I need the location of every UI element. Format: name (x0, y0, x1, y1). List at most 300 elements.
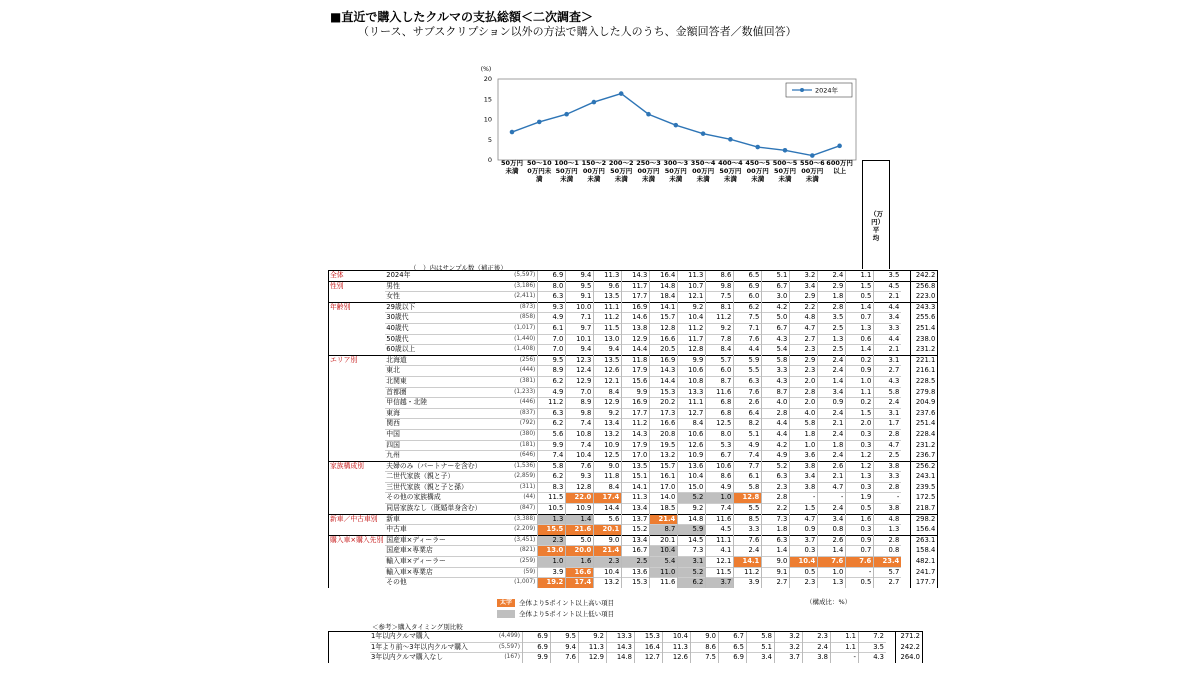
value-cell: 14.4 (650, 376, 678, 387)
value-cell: 11.7 (622, 281, 650, 292)
spacer (901, 440, 911, 451)
value-cell: 15.5 (538, 525, 566, 536)
value-cell: 6.7 (762, 323, 790, 334)
category-header-label: 450～500万円未満 (745, 159, 770, 183)
table-row (329, 482, 938, 493)
orange-swatch-icon: 太字 (497, 599, 515, 607)
value-cell: 2.4 (818, 451, 846, 462)
row-label: 四国 (385, 440, 493, 451)
row-label: 1年より前～3年以内クルマ購入 (370, 642, 478, 653)
category-header-label: 300～350万円未満 (663, 159, 689, 183)
value-cell: 11.0 (650, 567, 678, 578)
value-cell: 13.2 (650, 451, 678, 462)
value-cell: 8.7 (762, 387, 790, 398)
sample-size: (446) (493, 398, 538, 409)
value-cell: 9.9 (678, 355, 706, 366)
row-label: 中古車 (385, 525, 493, 536)
value-cell: 8.4 (594, 482, 622, 493)
value-cell: 7.6 (846, 557, 874, 568)
group-label (329, 408, 386, 419)
table-row (329, 546, 938, 557)
data-table (328, 270, 938, 588)
value-cell: 3.3 (874, 472, 902, 483)
value-cell: 1.1 (846, 387, 874, 398)
spacer (901, 535, 911, 546)
value-cell: 12.4 (566, 366, 594, 377)
value-cell: 2.8 (874, 535, 902, 546)
row-label: 二世代家族（親と子） (385, 472, 493, 483)
value-cell: 1.3 (846, 323, 874, 334)
average-cell: 256.2 (911, 461, 938, 472)
spacer (901, 376, 911, 387)
spacer (901, 419, 911, 430)
spacer (901, 281, 911, 292)
sample-size: (821) (493, 546, 538, 557)
group-label: 性別 (329, 281, 386, 292)
value-cell: 4.7 (790, 514, 818, 525)
value-cell: 12.8 (734, 493, 762, 504)
spacer (901, 313, 911, 324)
value-cell: 2.6 (818, 535, 846, 546)
value-cell: 2.8 (818, 302, 846, 313)
value-cell: 11.7 (678, 334, 706, 345)
value-cell: 14.8 (650, 281, 678, 292)
value-cell: 2.4 (818, 504, 846, 515)
value-cell: 6.2 (538, 472, 566, 483)
value-cell: 6.7 (762, 281, 790, 292)
value-cell: 9.1 (762, 567, 790, 578)
category-header-label: 50～100万円未満 (527, 159, 552, 183)
value-cell: 4.3 (762, 376, 790, 387)
value-cell: 3.5 (859, 642, 887, 653)
value-cell: 7.0 (566, 387, 594, 398)
value-cell: 17.4 (594, 493, 622, 504)
spacer (886, 642, 896, 653)
legend-marker (800, 88, 804, 92)
value-cell: - (831, 653, 859, 663)
value-cell: 11.2 (706, 313, 734, 324)
average-header (862, 160, 890, 269)
value-cell: 1.1 (846, 271, 874, 282)
value-cell: 5.6 (594, 514, 622, 525)
value-cell: 15.6 (622, 376, 650, 387)
value-cell: 1.4 (762, 546, 790, 557)
value-cell: 8.5 (734, 514, 762, 525)
value-cell: 7.6 (734, 334, 762, 345)
value-cell: 2.9 (790, 292, 818, 303)
value-cell: 2.3 (790, 345, 818, 356)
sample-size: (167) (478, 653, 523, 663)
average-cell: 237.6 (911, 408, 938, 419)
value-cell: 15.3 (622, 578, 650, 588)
group-label (329, 387, 386, 398)
value-cell: 20.0 (566, 546, 594, 557)
average-cell: 238.0 (911, 334, 938, 345)
value-cell: 2.0 (790, 398, 818, 409)
value-cell: 6.5 (734, 271, 762, 282)
value-cell: 7.6 (566, 461, 594, 472)
value-cell: 10.4 (678, 472, 706, 483)
value-cell: 3.8 (874, 461, 902, 472)
spacer (901, 546, 911, 557)
sample-size: (1,017) (493, 323, 538, 334)
category-header-label: 200～250万円未満 (608, 159, 634, 183)
value-cell: 10.8 (678, 376, 706, 387)
value-cell: 10.8 (566, 429, 594, 440)
sample-size: (2,411) (493, 292, 538, 303)
value-cell: 4.9 (762, 451, 790, 462)
table-row (329, 653, 923, 663)
value-cell: 7.7 (734, 461, 762, 472)
value-cell: 1.0 (790, 440, 818, 451)
value-cell: 7.5 (734, 313, 762, 324)
group-label (329, 451, 386, 462)
value-cell: 3.4 (818, 514, 846, 525)
row-label: 40歳代 (385, 323, 493, 334)
value-cell: 3.3 (762, 366, 790, 377)
value-cell: 4.0 (762, 398, 790, 409)
value-cell: 10.1 (566, 334, 594, 345)
value-cell: 4.2 (762, 302, 790, 313)
category-header-label: 400～450万円未満 (718, 159, 743, 183)
value-cell: 16.4 (635, 642, 663, 653)
value-cell: 7.5 (706, 292, 734, 303)
row-label: 夫婦のみ（パートナーを含む） (385, 461, 493, 472)
value-cell: 1.5 (846, 408, 874, 419)
value-cell: 2.7 (874, 366, 902, 377)
row-label: 北海道 (385, 355, 493, 366)
value-cell: 14.3 (607, 642, 635, 653)
table-row (329, 281, 938, 292)
value-cell: 6.1 (734, 472, 762, 483)
table-row (329, 567, 938, 578)
group-label: 家族構成別 (329, 461, 386, 472)
row-label: 同居家族なし（既婚単身含む） (385, 504, 493, 515)
value-cell: 17.0 (622, 451, 650, 462)
group-label (329, 334, 386, 345)
y-tick-label: 0 (487, 156, 492, 164)
value-cell: 4.4 (762, 429, 790, 440)
value-cell: 4.3 (859, 653, 887, 663)
value-cell: 8.4 (706, 345, 734, 356)
category-header-label: 600万円以上 (826, 159, 853, 175)
value-cell: 3.2 (775, 642, 803, 653)
spacer (901, 482, 911, 493)
category-header-label: 100～150万円未満 (554, 159, 579, 183)
value-cell: 2.4 (818, 355, 846, 366)
value-cell: 1.3 (818, 334, 846, 345)
value-cell: 11.3 (594, 271, 622, 282)
group-label (329, 472, 386, 483)
data-point (810, 153, 815, 158)
spacer (886, 632, 896, 643)
group-label: 購入車×購入先別 (330, 536, 384, 545)
value-cell: 2.5 (622, 557, 650, 568)
value-cell: 7.3 (762, 514, 790, 525)
value-cell: 1.9 (846, 493, 874, 504)
value-cell: 5.7 (706, 355, 734, 366)
category-header-label: 250～300万円未満 (636, 159, 661, 183)
sample-size: (858) (493, 313, 538, 324)
y-tick-label: 20 (483, 75, 492, 83)
value-cell: 12.1 (678, 292, 706, 303)
average-cell: 172.5 (911, 493, 938, 504)
value-cell: 18.4 (650, 292, 678, 303)
sample-size: (1,233) (493, 387, 538, 398)
sample-size: (646) (493, 451, 538, 462)
group-label (329, 567, 386, 578)
value-cell: 0.9 (846, 535, 874, 546)
value-cell: 16.1 (650, 472, 678, 483)
value-cell: 19.2 (538, 578, 566, 588)
value-cell: 10.7 (678, 281, 706, 292)
spacer (901, 578, 911, 588)
category-header-label: 350～400万円未満 (690, 159, 716, 183)
value-cell: 7.6 (551, 653, 579, 663)
value-cell: 9.4 (566, 345, 594, 356)
sample-size: (847) (493, 504, 538, 515)
value-cell: 13.5 (622, 461, 650, 472)
value-cell: 6.9 (719, 653, 747, 663)
value-cell: 11.3 (663, 642, 691, 653)
value-cell: 2.3 (538, 535, 566, 546)
value-cell: 6.2 (538, 376, 566, 387)
spacer (901, 292, 911, 303)
value-cell: 13.2 (594, 429, 622, 440)
value-cell: 12.9 (622, 334, 650, 345)
line-chart (300, 58, 860, 166)
value-cell: 14.0 (650, 493, 678, 504)
average-cell: 251.4 (911, 323, 938, 334)
value-cell: 1.4 (818, 376, 846, 387)
spacer (901, 302, 911, 313)
value-cell: 14.4 (594, 504, 622, 515)
value-cell: 3.1 (874, 355, 902, 366)
value-cell: 2.7 (762, 578, 790, 588)
value-cell: 4.0 (790, 408, 818, 419)
value-cell: 7.6 (734, 535, 762, 546)
value-cell: 6.3 (734, 376, 762, 387)
value-cell: 0.6 (846, 334, 874, 345)
average-cell: 243.1 (911, 472, 938, 483)
value-cell: 2.9 (790, 355, 818, 366)
value-cell: 15.2 (622, 525, 650, 536)
table-row (329, 493, 938, 504)
group-label (329, 398, 386, 409)
value-cell: 3.7 (706, 578, 734, 588)
value-cell: 11.3 (579, 642, 607, 653)
spacer (901, 387, 911, 398)
value-cell: 12.6 (663, 653, 691, 663)
value-cell: 4.3 (874, 376, 902, 387)
table-row (329, 355, 938, 366)
value-cell: 3.8 (803, 653, 831, 663)
value-cell: 13.0 (538, 546, 566, 557)
value-cell: 5.1 (734, 429, 762, 440)
row-label: その他の家族構成 (385, 493, 493, 504)
value-cell: 12.8 (566, 482, 594, 493)
value-cell: 14.1 (650, 302, 678, 313)
value-cell: 2.4 (874, 398, 902, 409)
value-cell: 2.4 (818, 408, 846, 419)
value-cell: 14.3 (622, 271, 650, 282)
row-label: 甲信越・北陸 (385, 398, 493, 409)
data-point (592, 100, 597, 105)
value-cell: 17.9 (622, 440, 650, 451)
value-cell: 9.8 (566, 408, 594, 419)
value-cell: 4.5 (874, 281, 902, 292)
value-cell: 0.9 (790, 525, 818, 536)
value-cell: 9.4 (594, 345, 622, 356)
value-cell: 10.6 (706, 461, 734, 472)
value-cell: 21.4 (594, 546, 622, 557)
value-cell: 7.2 (859, 632, 887, 643)
value-cell: 7.4 (566, 419, 594, 430)
value-cell: 7.4 (706, 504, 734, 515)
value-cell: 3.2 (775, 632, 803, 643)
value-cell: 17.3 (650, 408, 678, 419)
value-cell: 0.9 (846, 366, 874, 377)
value-cell: 3.9 (734, 578, 762, 588)
value-cell: 4.9 (706, 482, 734, 493)
value-cell: 16.9 (622, 302, 650, 313)
group-label (329, 482, 386, 493)
value-cell: 3.1 (678, 557, 706, 568)
category-header-label: 550～600万円未満 (800, 159, 825, 183)
table-row (329, 366, 938, 377)
table-row (329, 642, 923, 653)
value-cell: 4.9 (734, 440, 762, 451)
value-cell: 12.7 (635, 653, 663, 663)
row-label: 東北 (385, 366, 493, 377)
value-cell: 2.8 (762, 493, 790, 504)
value-cell: 9.9 (523, 653, 551, 663)
value-cell: 12.1 (706, 557, 734, 568)
value-cell: 7.3 (678, 546, 706, 557)
value-cell: 9.2 (579, 632, 607, 643)
value-cell: 19.5 (650, 440, 678, 451)
value-cell: 12.3 (566, 355, 594, 366)
value-cell: 2.3 (594, 557, 622, 568)
value-cell: 5.7 (874, 567, 902, 578)
value-cell: 21.6 (566, 525, 594, 536)
value-cell: 8.4 (678, 419, 706, 430)
sample-size: (2,859) (493, 472, 538, 483)
reference-title: ＜参考＞購入タイミング別比較 (372, 623, 463, 631)
table-row (329, 461, 938, 472)
value-cell: 4.4 (874, 334, 902, 345)
value-cell: 4.9 (538, 313, 566, 324)
key-high (497, 597, 614, 608)
value-cell: 10.4 (566, 451, 594, 462)
key-low-text: 全体より5ポイント以上低い項目 (519, 610, 615, 618)
value-cell: 3.3 (734, 525, 762, 536)
value-cell: 5.0 (566, 535, 594, 546)
value-cell: 7.6 (734, 387, 762, 398)
value-cell: 3.3 (874, 323, 902, 334)
group-label (329, 440, 386, 451)
value-cell: 17.4 (566, 578, 594, 588)
value-cell: 2.9 (818, 281, 846, 292)
value-cell: 16.9 (622, 398, 650, 409)
average-cell: 256.8 (911, 281, 938, 292)
value-cell: 13.8 (622, 323, 650, 334)
value-cell: 16.6 (566, 567, 594, 578)
value-cell: 1.5 (790, 504, 818, 515)
value-cell: 3.4 (747, 653, 775, 663)
table-row (329, 408, 938, 419)
value-cell: 11.5 (538, 493, 566, 504)
value-cell: 17.9 (622, 366, 650, 377)
value-cell: 1.8 (818, 292, 846, 303)
sample-size: (3,186) (493, 281, 538, 292)
data-point (728, 137, 733, 142)
group-label (329, 345, 386, 356)
value-cell: 8.9 (538, 366, 566, 377)
value-cell: - (818, 493, 846, 504)
value-cell: 12.8 (650, 323, 678, 334)
table-row (329, 387, 938, 398)
group-label (329, 429, 386, 440)
value-cell: 4.2 (762, 440, 790, 451)
value-cell: 8.2 (734, 419, 762, 430)
average-cell: 228.4 (911, 429, 938, 440)
value-cell: 1.4 (846, 302, 874, 313)
value-cell: 10.4 (594, 567, 622, 578)
value-cell: 1.8 (790, 429, 818, 440)
average-cell: 242.2 (896, 642, 923, 653)
value-cell: 5.5 (734, 504, 762, 515)
value-cell: 13.6 (678, 461, 706, 472)
value-cell: 6.8 (706, 398, 734, 409)
group-label (329, 642, 371, 653)
value-cell: 4.8 (790, 313, 818, 324)
value-cell: 2.8 (874, 482, 902, 493)
value-cell: 9.3 (566, 472, 594, 483)
average-cell: 236.7 (911, 451, 938, 462)
value-cell: 21.4 (650, 514, 678, 525)
average-cell: 263.1 (911, 535, 938, 546)
value-cell: 8.0 (706, 429, 734, 440)
value-cell: 22.0 (566, 493, 594, 504)
value-cell: 0.5 (846, 292, 874, 303)
legend-label: 2024年 (815, 86, 839, 95)
value-cell: 9.0 (594, 461, 622, 472)
value-cell: 8.0 (538, 281, 566, 292)
average-cell: 255.6 (911, 313, 938, 324)
row-label: 3年以内クルマ購入なし (370, 653, 478, 663)
value-cell: 15.1 (622, 472, 650, 483)
value-cell: 2.3 (762, 482, 790, 493)
value-cell: 9.0 (691, 632, 719, 643)
value-cell: 1.4 (846, 345, 874, 356)
page-subtitle: （リース、サブスクリプション以外の方法で購入した人のうち、金額回答者／数値回答） (358, 25, 797, 38)
value-cell: 9.3 (538, 302, 566, 313)
spacer (901, 514, 911, 525)
value-cell: 2.1 (874, 345, 902, 356)
value-cell: 8.6 (706, 271, 734, 282)
value-cell: 9.5 (566, 281, 594, 292)
key-high-text: 全体より5ポイント以上高い項目 (519, 599, 615, 607)
table-row (329, 440, 938, 451)
value-cell: 0.7 (846, 546, 874, 557)
value-cell: 11.2 (594, 313, 622, 324)
value-cell: 11.3 (622, 493, 650, 504)
group-label (329, 366, 386, 377)
sample-size: (873) (493, 302, 538, 313)
value-cell: 9.9 (622, 387, 650, 398)
value-cell: 6.1 (538, 323, 566, 334)
